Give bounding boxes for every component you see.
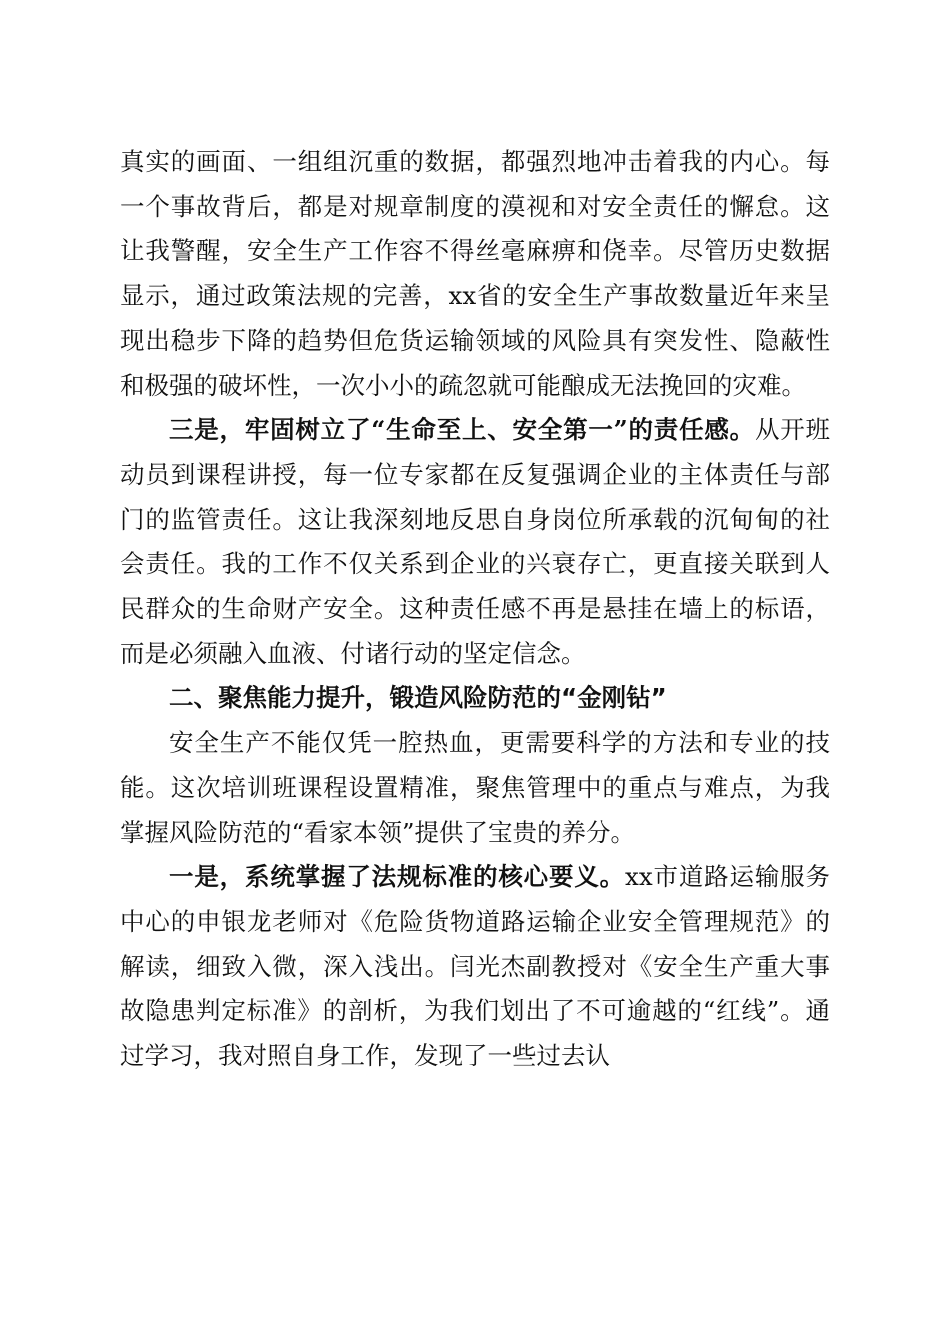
paragraph-lead: 一是，系统掌握了法规标准的核心要义。 — [169, 862, 626, 892]
paragraph-continuation — [120, 140, 830, 408]
paragraph-text: 真实的画面、一组组沉重的数据，都强烈地冲击着我的内心。每一个事故背后，都是对规章制度的漠视和对安全责任的懈怠。这让我警醒，安全生产工作容不得丝毫麻痹和侥幸。尽管历史数据显示，通过政策法规的完善，xx省的安全生产事故数量近年来呈现出稳步下降的趋势但危货运输领域的风险具有突发性、隐蔽性和极强的破坏性，一次小小的疏忽就可能酿成无法挽回的灾难。 — [120, 147, 830, 400]
paragraph-point-three — [120, 408, 830, 676]
paragraph-lead: 三是，牢固树立了“生命至上、安全第一”的责任感。 — [169, 415, 755, 445]
paragraph-text: xx市道路运输服务中心的申银龙老师对《危险货物道路运输企业安全管理规范》的解读，细致入微，深入浅出。闫光杰副教授对《安全生产重大事故隐患判定标准》的剖析，为我们划出了不可逾越的“红线”。通过学习，我对照自身工作，发现了一些过去认 — [120, 862, 831, 1071]
paragraph-text: 安全生产不能仅凭一腔热血，更需要科学的方法和专业的技能。这次培训班课程设置精准，聚焦管理中的重点与难点，为我掌握风险防范的“看家本领”提供了宝贵的养分。 — [120, 728, 830, 847]
document-body — [120, 140, 830, 1079]
paragraph-section-intro — [120, 721, 830, 855]
paragraph-text: 从开班动员到课程讲授，每一位专家都在反复强调企业的主体责任与部门的监管责任。这让我深刻地反思自身岗位所承载的沉甸甸的社会责任。我的工作不仅关系到企业的兴衰存亡，更直接关联到人民群众的生命财产安全。这种责任感不再是悬挂在墙上的标语，而是必须融入血液、付诸行动的坚定信念。 — [120, 415, 830, 668]
paragraph-point-one — [120, 855, 830, 1079]
section-heading: 二、聚焦能力提升，锻造风险防范的“金刚钻” — [169, 683, 667, 713]
